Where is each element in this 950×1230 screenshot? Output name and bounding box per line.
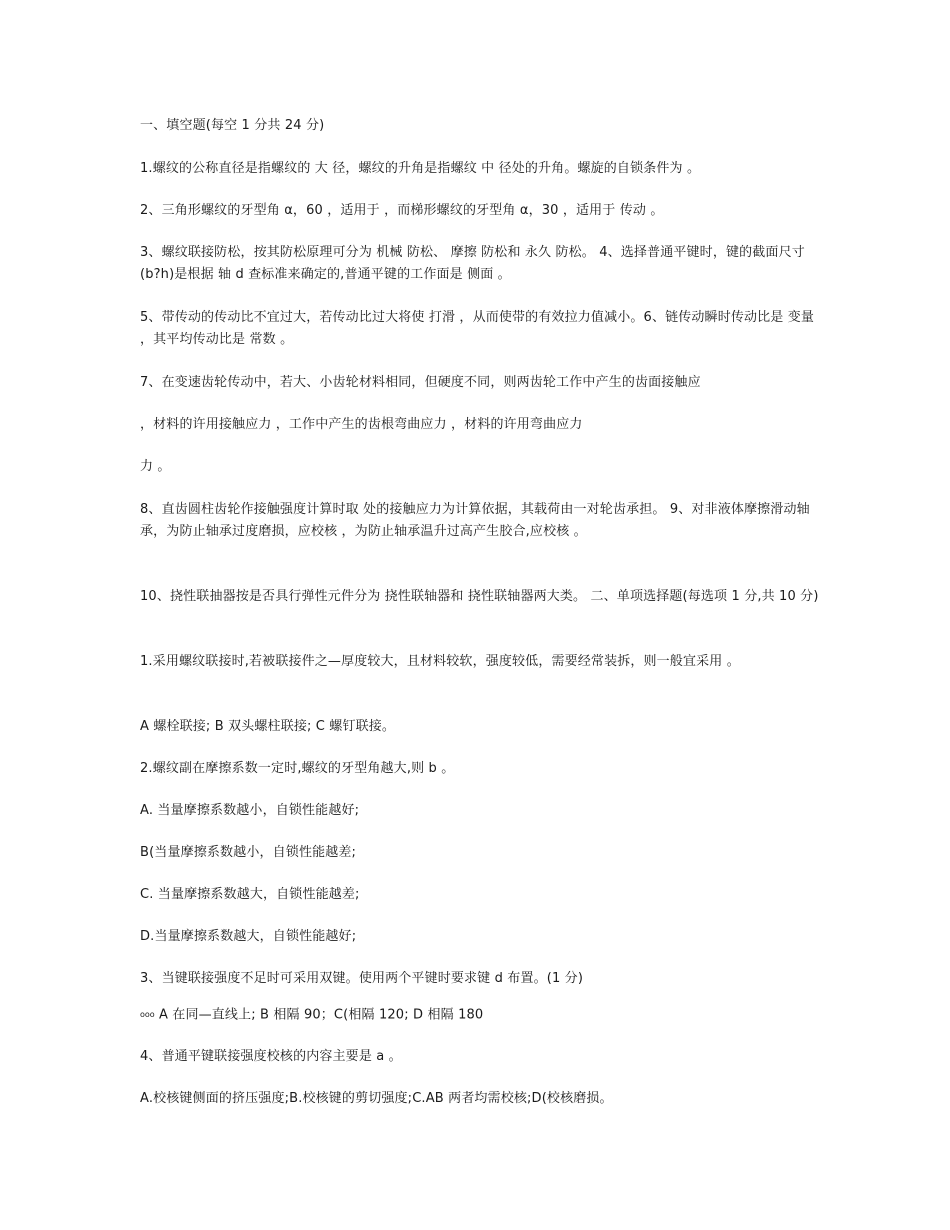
question-4-options: A.校核键侧面的挤压强度;B.校核键的剪切强度;C.AB 两者均需校核;D(校核磨损。 [140,1091,613,1106]
paragraph-7-line-3: 力 。 [140,459,171,474]
paragraph-10-and-section-2: 10、挠性联抽器按是否具行弹性元件分为 挠性联轴器和 挠性联轴器两大类。 二、单项选择题(每选项 1 分,共 10 分) [140,589,819,604]
bullet-marks: ooo [140,1010,155,1019]
question-2: 2.螺纹副在摩擦系数一定时,螺纹的牙型角越大,则 b 。 [140,761,455,776]
paragraph-2: 2、三角形螺纹的牙型角 α，60 ，适用于 ，而梯形螺纹的牙型角 α，30 ，适用于 传动 。 [140,203,664,218]
question-4: 4、普通平键联接强度校核的内容主要是 a 。 [140,1049,402,1064]
question-3: 3、当键联接强度不足时可采用双键。使用两个平键时要求键 d 布置。(1 分) [140,971,584,986]
section-heading-fill-in: 一、填空题(每空 1 分共 24 分) [140,118,325,133]
question-2-option-a: A. 当量摩擦系数越小，自锁性能越好; [140,803,360,818]
question-2-option-c: C. 当量摩擦系数越大，自锁性能越差; [140,887,360,902]
paragraph-8-9: 8、直齿圆柱齿轮作接触强度计算时取 处的接触应力为计算依据，其载荷由一对轮齿承担。 9、对非液体摩擦滑动轴承，为防止轴承过度磨损，应校核 ，为防止轴承温升过高产生胶合,应校核 。 [140,502,810,539]
question-1: 1.采用螺纹联接时,若被联接件之—厚度较大，且材料较软，强度较低，需要经常装拆，则一般宜采用 。 [140,654,740,669]
paragraph-1: 1.螺纹的公称直径是指螺纹的 大 径，螺纹的升角是指螺纹 中 径处的升角。螺旋的自锁条件为 。 [140,161,701,176]
paragraph-3-4: 3、螺纹联接防松，按其防松原理可分为 机械 防松、 摩擦 防松和 永久 防松。 4、选择普通平键时，键的截面尺寸(b?h)是根据 轴 d 查标准来确定的,普通平键的工作面是 侧面 。 [140,245,805,282]
paragraph-7-line-2: ，材料的许用接触应力 ，工作中产生的齿根弯曲应力 ，材料的许用弯曲应力 [140,417,583,432]
question-3-options-row [140,1004,820,1027]
question-2-option-b: B(当量摩擦系数越小，自锁性能越差; [140,845,357,860]
question-1-options: A 螺栓联接; B 双头螺柱联接; C 螺钉联接。 [140,719,396,734]
paragraph-5-6: 5、带传动的传动比不宜过大，若传动比过大将使 打滑 ，从而使带的有效拉力值减小。6、链传动瞬时传动比是 变量 ，其平均传动比是 常数 。 [140,310,815,347]
question-3-options: A 在同—直线上; B 相隔 90；C(相隔 120; D 相隔 180 [154,1007,484,1023]
paragraph-7-line-1: 7、在变速齿轮传动中，若大、小齿轮材料相同，但硬度不同，则两齿轮工作中产生的齿面接触应 [140,375,701,390]
question-2-option-d: D.当量摩擦系数越大，自锁性能越好; [140,929,357,944]
